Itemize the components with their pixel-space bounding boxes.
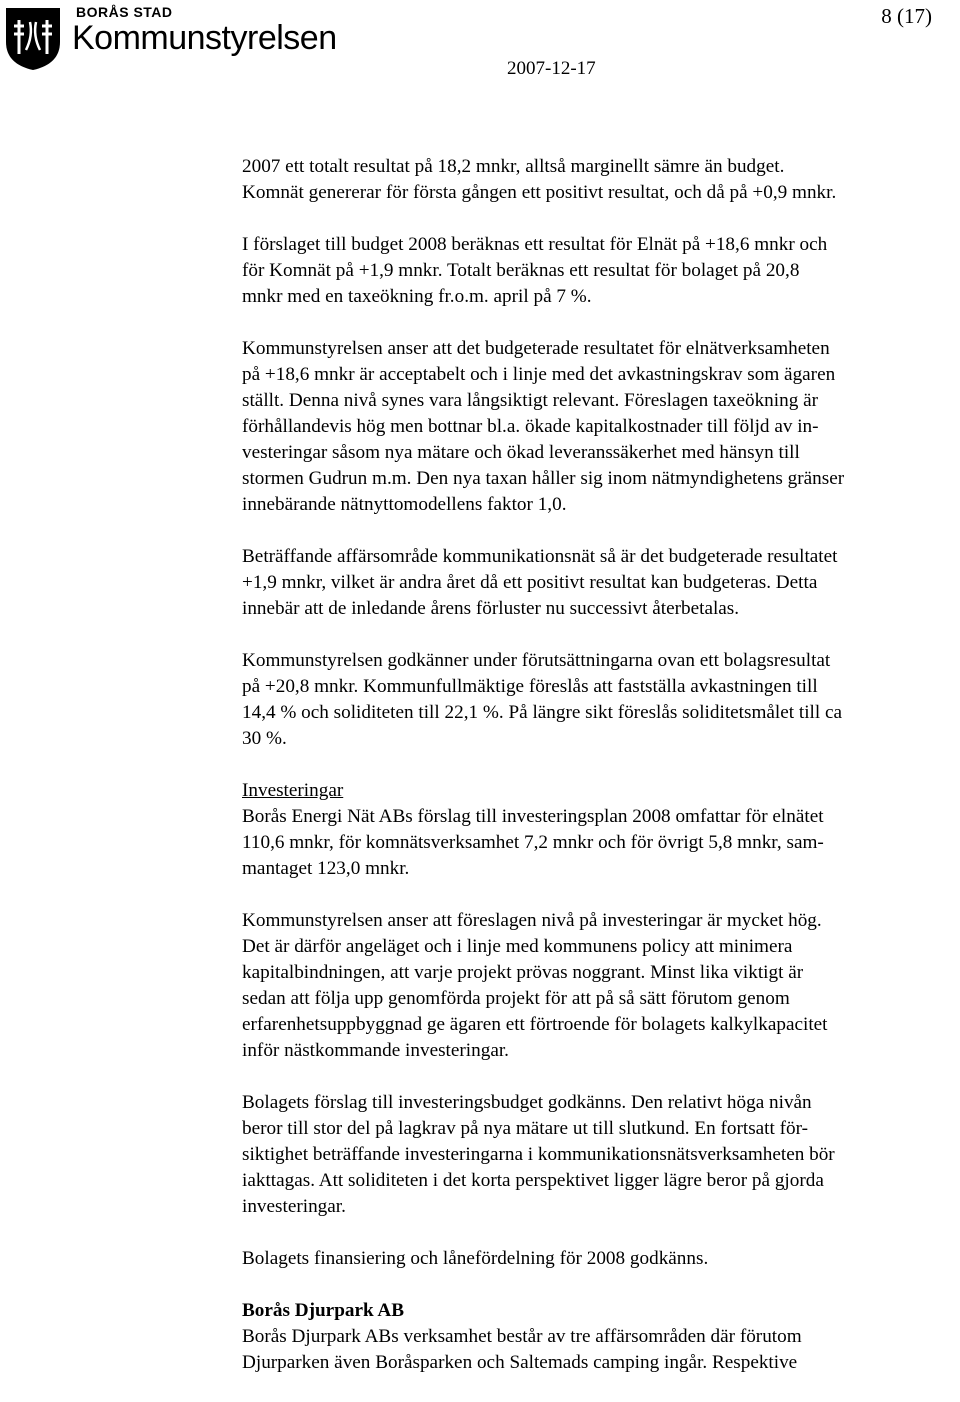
paragraph xyxy=(242,778,954,882)
paragraph xyxy=(242,1246,954,1272)
text-line: innebärande nätnyttomodellens faktor 1,0. xyxy=(242,494,567,515)
text-line: sedan att följa upp genomförda projekt för att på så sätt förutom genom xyxy=(242,988,790,1009)
text-line: innebär att de inledande årens förluster nu successivt återbetalas. xyxy=(242,598,740,619)
text-line: investeringar. xyxy=(242,1196,346,1217)
document-header xyxy=(0,0,960,90)
text-line: Kommunstyrelsen anser att föreslagen nivå på investeringar är mycket hög. xyxy=(242,910,822,931)
text-line: siktighet beträffande investeringarna i kommunikationsnätsverksamheten bör xyxy=(242,1144,835,1165)
text-line: 2007 ett totalt resultat på 18,2 mnkr, alltså marginellt sämre än budget. xyxy=(242,156,785,177)
text-line: på +20,8 mnkr. Kommunfullmäktige föreslås att fastställa avkastningen till xyxy=(242,676,818,697)
text-line: I förslaget till budget 2008 beräknas ett resultat för Elnät på +18,6 mnkr och xyxy=(242,234,828,255)
city-crest-logo xyxy=(4,6,62,72)
text-line: Bolagets förslag till investeringsbudget godkänns. Den relativt höga nivån xyxy=(242,1092,812,1113)
document-body xyxy=(242,154,954,1402)
text-line: kapitalbindningen, att varje projekt prövas noggrant. Minst lika viktigt är xyxy=(242,962,804,983)
text-line: iakttagas. Att soliditeten i det korta perspektivet ligger lägre beror på gjorda xyxy=(242,1170,824,1191)
text-line: 110,6 mnkr, för komnätsverksamhet 7,2 mnkr och för övrigt 5,8 mnkr, sam- xyxy=(242,832,824,853)
paragraph xyxy=(242,154,954,206)
text-line: mantaget 123,0 mnkr. xyxy=(242,858,410,879)
text-line: inför nästkommande investeringar. xyxy=(242,1040,509,1061)
text-line: Kommunstyrelsen anser att det budgeterade resultatet för elnätverksamheten xyxy=(242,338,830,359)
text-line: +1,9 mnkr, vilket är andra året då ett positivt resultat kan budgeteras. Detta xyxy=(242,572,818,593)
paragraph xyxy=(242,232,954,310)
org-name-large: Kommunstyrelsen xyxy=(72,19,337,57)
text-line: Borås Energi Nät ABs förslag till investeringsplan 2008 omfattar för elnätet xyxy=(242,806,824,827)
text-line: Det är därför angeläget och i linje med kommunens policy att minimera xyxy=(242,936,793,957)
text-line: ställt. Denna nivå synes vara långsiktigt relevant. Föreslagen taxeökning är xyxy=(242,390,818,411)
paragraph xyxy=(242,908,954,1064)
text-line: för Komnät på +1,9 mnkr. Totalt beräknas ett resultat för bolaget på 20,8 xyxy=(242,260,800,281)
text-line: Djurparken även Boråsparken och Saltemads camping ingår. Respektive xyxy=(242,1352,798,1373)
document-date: 2007-12-17 xyxy=(507,58,596,79)
text-line: 14,4 % och soliditeten till 22,1 %. På längre sikt föreslås soliditetsmålet till ca xyxy=(242,702,843,723)
text-line: mnkr med en taxeökning fr.o.m. april på 7 %. xyxy=(242,286,592,307)
org-name-small: BORÅS STAD xyxy=(76,4,173,20)
page-number: 8 (17) xyxy=(881,4,932,28)
text-line: förhållandevis hög men bottnar bl.a. ökade kapitalkostnader till följd av in- xyxy=(242,416,819,437)
text-line: stormen Gudrun m.m. Den nya taxan håller sig inom nätmyndighetens gränser xyxy=(242,468,845,489)
text-line: vesteringar såsom nya mätare och ökad leveranssäkerhet med hänsyn till xyxy=(242,442,800,463)
text-line: Bolagets finansiering och lånefördelning för 2008 godkänns. xyxy=(242,1248,709,1269)
section-heading-djurpark: Borås Djurpark AB xyxy=(242,1300,405,1321)
paragraph xyxy=(242,544,954,622)
text-line: på +18,6 mnkr är acceptabelt och i linje med det avkastningskrav som ägaren xyxy=(242,364,836,385)
section-heading-investeringar: Investeringar xyxy=(242,780,344,801)
paragraph xyxy=(242,1298,954,1376)
text-line: 30 %. xyxy=(242,728,287,749)
text-line: Borås Djurpark ABs verksamhet består av tre affärsområden där förutom xyxy=(242,1326,802,1347)
text-line: beror till stor del på lagkrav på nya mätare ut till slutkund. En fortsatt för- xyxy=(242,1118,809,1139)
paragraph xyxy=(242,1090,954,1220)
text-line: erfarenhetsuppbyggnad ge ägaren ett förtroende för bolagets kalkylkapacitet xyxy=(242,1014,828,1035)
paragraph xyxy=(242,648,954,752)
text-line: Beträffande affärsområde kommunikationsnät så är det budgeterade resultatet xyxy=(242,546,838,567)
text-line: Kommunstyrelsen godkänner under förutsättningarna ovan ett bolagsresultat xyxy=(242,650,831,671)
text-line: Komnät genererar för första gången ett positivt resultat, och då på +0,9 mnkr. xyxy=(242,182,837,203)
paragraph xyxy=(242,336,954,518)
